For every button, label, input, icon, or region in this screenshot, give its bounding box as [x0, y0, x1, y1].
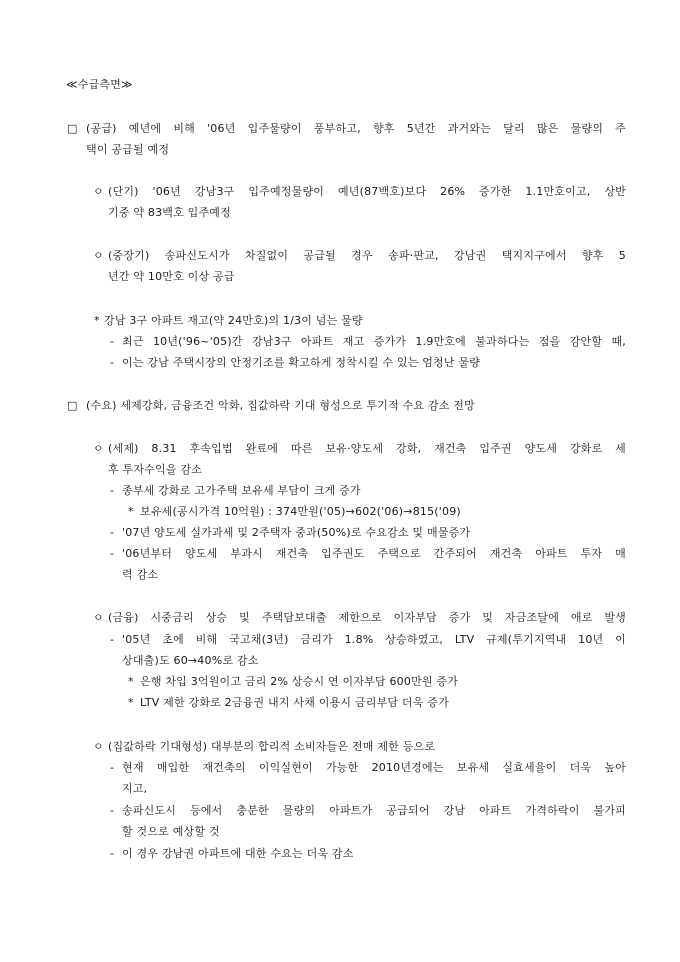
demand-tax-line-2: 후 투자수익을 감소 [108, 463, 203, 476]
demand-finance-star-1: 은행 차입 3억원이고 금리 2% 상승시 연 이자부담 600만원 증가 [140, 675, 459, 688]
dash-bullet-icon: - [110, 547, 114, 560]
dash-bullet-icon: - [110, 804, 114, 817]
supply-line-1: (공급) 예년에 비해 '06년 입주물량이 풍부하고, 향후 5년간 과거와는 달리 많은 물량의 주 [86, 122, 626, 135]
dash-bullet-icon: - [110, 335, 114, 348]
demand-finance-dash-1-line-1: '05년 초에 비해 국고채(3년) 금리가 1.8% 상승하였고, LTV 규제(투기지역내 10년 이 [122, 633, 626, 646]
demand-expect-dash-2-line-2: 할 것으로 예상할 것 [122, 825, 220, 838]
circle-bullet-icon: ㅇ [93, 249, 104, 262]
dash-bullet-icon: - [110, 633, 114, 646]
supply-short-line-1: (단기) '06년 강남3구 입주예정물량이 예년(87백호)보다 26% 증가한 1.1만호이고, 상반 [108, 185, 626, 198]
asterisk-bullet-icon: * [128, 675, 134, 688]
square-bullet-icon: □ [67, 122, 78, 135]
demand-tax-dash-2: '07년 양도세 실가과세 및 2주택자 중과(50%)로 수요감소 및 매물증가 [122, 526, 471, 539]
supply-long-line-1: (중장기) 송파신도시가 차질없이 공급될 경우 송파·판교, 강남권 택지지구에서 향후 5 [108, 249, 626, 262]
square-bullet-icon: □ [67, 399, 78, 412]
supply-long-line-2: 년간 약 10만호 이상 공급 [108, 270, 235, 283]
asterisk-bullet-icon: * [94, 314, 100, 327]
demand-tax-line-1: (세제) 8.31 후속입법 완료에 따른 보유·양도세 강화, 재건축 입주권 양도세 강화로 세 [108, 442, 626, 455]
demand-tax-star-1: 보유세(공시가격 10억원) : 374만원('05)→602('06)→815('09) [140, 505, 461, 518]
supply-note-dash-2: 이는 강남 주택시장의 안정기조를 확고하게 정착시킬 수 있는 엄청난 물량 [122, 356, 481, 369]
demand-expect-dash-2-line-1: 송파신도시 등에서 충분한 물량의 아파트가 공급되어 강남 아파트 가격하락이 불가피 [122, 804, 626, 817]
supply-note-dash-1: 최근 10년('96~'05)간 강남3구 아파트 재고 증가가 1.9만호에 불과하다는 점을 감안할 때, [122, 335, 626, 348]
demand-expect-dash-3: 이 경우 강남권 아파트에 대한 수요는 더욱 감소 [122, 847, 354, 860]
demand-finance-dash-1-line-2: 상대출)도 60→40%로 감소 [122, 654, 259, 667]
supply-note: 강남 3구 아파트 재고(약 24만호)의 1/3이 넘는 물량 [104, 314, 363, 327]
supply-short-line-2: 기중 약 83백호 입주예정 [108, 206, 231, 219]
demand-tax-dash-3-line-2: 력 감소 [122, 568, 159, 581]
asterisk-bullet-icon: * [128, 505, 134, 518]
circle-bullet-icon: ㅇ [93, 185, 104, 198]
dash-bullet-icon: - [110, 356, 114, 369]
demand-tax-dash-1: 종부세 강화로 고가주택 보유세 부담이 크게 증가 [122, 484, 361, 497]
dash-bullet-icon: - [110, 484, 114, 497]
demand-expect-line: (집값하락 기대형성) 대부분의 합리적 소비자들은 전매 제한 등으로 [108, 740, 436, 753]
dash-bullet-icon: - [110, 526, 114, 539]
supply-line-2: 택이 공급될 예정 [86, 143, 170, 156]
demand-expect-dash-1-line-2: 지고, [122, 782, 148, 795]
circle-bullet-icon: ㅇ [93, 740, 104, 753]
circle-bullet-icon: ㅇ [93, 611, 104, 624]
dash-bullet-icon: - [110, 761, 114, 774]
section-heading: ≪수급측면≫ [66, 78, 133, 91]
demand-finance-star-2: LTV 제한 강화로 2금융권 내지 사채 이용시 금리부담 더욱 증가 [140, 696, 449, 709]
asterisk-bullet-icon: * [128, 696, 134, 709]
demand-tax-dash-3-line-1: '06년부터 양도세 부과시 재건축 입주권도 주택으로 간주되어 재건축 아파트 투자 매 [122, 547, 626, 560]
demand-finance-line: (금융) 시중금리 상승 및 주택담보대출 제한으로 이자부담 증가 및 자금조달에 애로 발생 [108, 611, 626, 624]
demand-line: (수요) 세제강화, 금융조건 악화, 집값하락 기대 형성으로 투기적 수요 감소 전망 [86, 399, 475, 412]
dash-bullet-icon: - [110, 847, 114, 860]
circle-bullet-icon: ㅇ [93, 442, 104, 455]
demand-expect-dash-1-line-1: 현재 매입한 재건축의 이익실현이 가능한 2010년경에는 보유세 실효세율이 더욱 높아 [122, 761, 626, 774]
